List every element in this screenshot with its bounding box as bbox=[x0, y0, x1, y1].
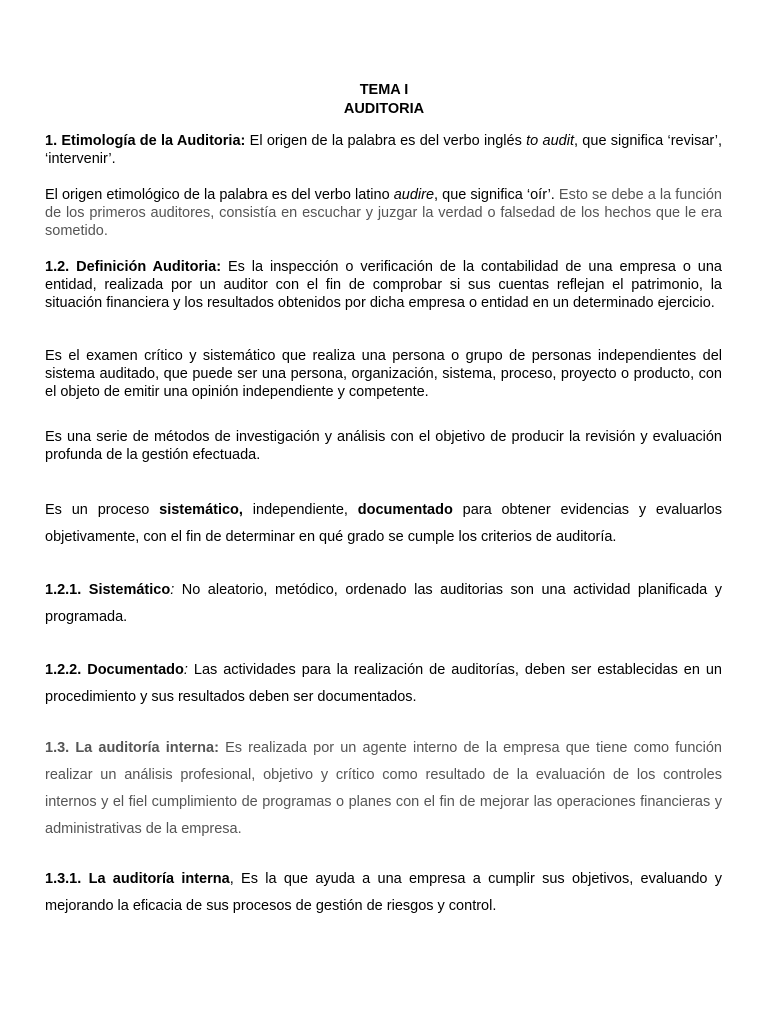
paragraph-sistematico bbox=[45, 577, 722, 631]
section-title: 1.2.1. Sistemático bbox=[45, 582, 171, 598]
paragraph-text: Es una serie de métodos de investigación y análisis con el objetivo de producir la revisión y evaluación profunda de la gestión efectuada. bbox=[45, 429, 722, 463]
bold-term: documentado bbox=[357, 502, 453, 518]
italic-term: to audit bbox=[526, 133, 574, 149]
paragraph-definicion bbox=[45, 258, 722, 312]
paragraph-text: Es la inspección o verificación de la contabilidad de una empresa o una entidad, realizada por un auditor con el fin de comprobar si sus cuentas reflejan el patrimonio, la situación financiera y los resultados obtenidos por dicha empresa o entidad en un determinado ejercicio. bbox=[45, 259, 722, 311]
paragraph-etimologia bbox=[45, 132, 722, 168]
section-title: 1.2. Definición Auditoria: bbox=[45, 259, 222, 275]
paragraph-text: Es realizada por un agente interno de la empresa que tiene como función realizar un análisis profesional, objetivo y crítico como resultado de la evaluación de los controles internos y el fiel cumplimiento de programas o planes con el fin de mejorar las operaciones financieras y administrativas de la empresa. bbox=[45, 740, 722, 837]
paragraph-text: Es el examen crítico y sistemático que realiza una persona o grupo de personas independientes del sistema auditado, que puede ser una persona, organización, sistema, proceso, proyecto o producto, con el objeto de emitir una opinión independiente y competente. bbox=[45, 348, 722, 400]
italic-colon: : bbox=[183, 662, 188, 678]
section-title: 1.3. La auditoría interna: bbox=[45, 740, 219, 756]
paragraph-grey-text: Esto se debe a la función de los primeros auditores, consistía en escuchar y juzgar la verdad o falsedad de los hechos que le era sometido. bbox=[45, 187, 722, 239]
italic-term: audire bbox=[393, 187, 435, 203]
section-title: 1. Etimología de la Auditoria: bbox=[45, 133, 246, 149]
paragraph-text: Es un proceso bbox=[45, 502, 160, 518]
paragraph-origen-latino bbox=[45, 186, 722, 240]
paragraph-text: No aleatorio, metódico, ordenado las auditorias son una actividad planificada y programada. bbox=[45, 582, 722, 625]
paragraph-text: , que significa ‘oír’. bbox=[434, 187, 559, 203]
paragraph-text: El origen de la palabra es del verbo inglés bbox=[245, 133, 527, 149]
paragraph-documentado bbox=[45, 657, 722, 711]
paragraph-text: independiente, bbox=[242, 502, 358, 518]
paragraph-text: , que significa ‘revisar’, ‘intervenir’. bbox=[45, 133, 723, 167]
heading-tema: TEMA I bbox=[359, 82, 409, 98]
paragraph-text: Las actividades para la realización de auditorías, deben ser establecidas en un procedimiento y sus resultados deben ser documentados. bbox=[45, 662, 722, 705]
paragraph-auditoria-interna-objetivos bbox=[45, 866, 722, 920]
bold-term: sistemático, bbox=[159, 502, 243, 518]
section-title: 1.2.2. Documentado bbox=[45, 662, 184, 678]
italic-colon: : bbox=[170, 582, 175, 598]
paragraph-examen-critico bbox=[45, 347, 722, 401]
paragraph-text: , Es la que ayuda a una empresa a cumplir sus objetivos, evaluando y mejorando la eficacia de sus procesos de gestión de riesgos y control. bbox=[45, 871, 723, 914]
paragraph-auditoria-interna bbox=[45, 735, 722, 843]
paragraph-metodos bbox=[45, 428, 722, 464]
paragraph-proceso bbox=[45, 497, 722, 551]
section-title: 1.3.1. La auditoría interna bbox=[45, 871, 230, 887]
paragraph-text: El origen etimológico de la palabra es del verbo latino bbox=[45, 187, 394, 203]
heading-auditoria: AUDITORIA bbox=[343, 101, 425, 117]
paragraph-text: para obtener evidencias y evaluarlos objetivamente, con el fin de determinar en qué grado se cumple los criterios de auditoría. bbox=[45, 502, 722, 545]
